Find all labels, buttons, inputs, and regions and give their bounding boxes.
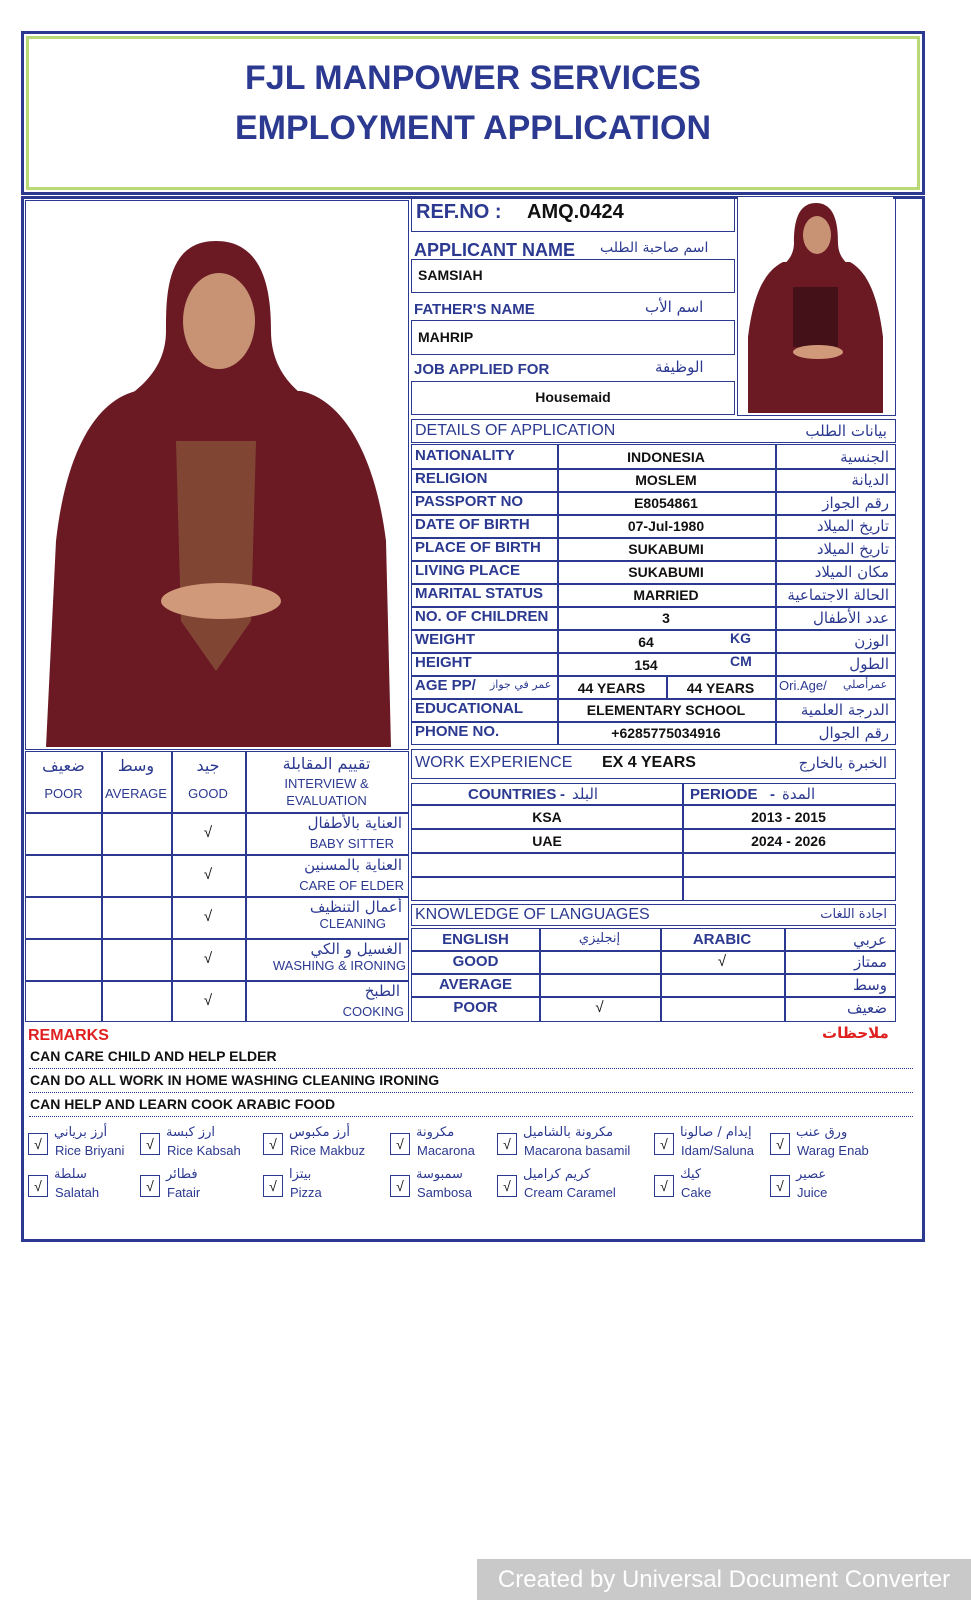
details-label-0: NATIONALITY [415,447,515,464]
food-checkbox[interactable]: √ [770,1133,790,1155]
food-label: Sambosa [417,1185,472,1200]
eval-cleaning: CLEANING [319,916,386,931]
food-checkbox[interactable]: √ [497,1175,517,1197]
job-applied-field [411,381,735,415]
header-box [26,36,920,190]
father-name-field [411,320,735,355]
food-label-ar: مكرونة بالشاميل [523,1125,614,1140]
eval-washing: WASHING & IRONING [272,958,406,973]
job-applied-label: JOB APPLIED FOR [414,361,550,378]
eval-average-ar: وسط [117,756,155,775]
country-row-2: UAE [532,833,562,849]
ref-no-box [411,196,735,232]
details-value-5: SUKABUMI [628,564,704,580]
applicant-name-label: APPLICANT NAME [414,240,575,260]
remark-divider-3 [29,1116,913,1117]
food-label: Macarona basamil [524,1143,631,1158]
food-label-ar: سلطة [54,1167,87,1182]
eval-title-line1: INTERVIEW & [284,776,369,791]
details-label-ar-6: الحالة الاجتماعية [787,586,889,604]
job-applied-label-ar: الوظيفة [655,358,704,376]
applicant-name-label-ar: اسم صاحبة الطلب [600,240,709,256]
food-label: Macarona [417,1143,475,1158]
food-label: Salatah [55,1185,100,1200]
age-original-value: 44 YEARS [686,680,755,696]
details-title: DETAILS OF APPLICATION [415,422,616,439]
eval-cleaning-mark: √ [203,908,213,925]
details-value-3: 07-Jul-1980 [627,518,705,534]
periode-header-ar: المدة [782,785,816,803]
details-value-education: ELEMENTARY SCHOOL [586,702,746,718]
details-label-height: HEIGHT [415,654,472,671]
details-label-ar-phone: رقم الجوال [818,724,889,742]
details-label-weight: WEIGHT [415,631,475,648]
food-checkbox[interactable]: √ [390,1133,410,1155]
lang-level-good-ar: ممتاز [853,953,887,971]
eval-good: GOOD [188,786,228,801]
details-title-bar [411,419,896,443]
remark-divider-2 [29,1092,913,1093]
eval-title-line2: EVALUATION [286,793,367,808]
period-row-1: 2013 - 2015 [751,809,826,825]
lang-poor-english-mark: √ [595,999,604,1016]
father-name-label-ar: اسم الأب [645,298,704,316]
food-checkbox[interactable]: √ [654,1133,674,1155]
remark-line-2: CAN DO ALL WORK IN HOME WASHING CLEANING IRONING [30,1072,440,1088]
details-label-ar-3: تاريخ الميلاد [816,517,889,535]
watermark: Created by Universal Document Converter [477,1559,971,1600]
ref-no-label: REF.NO : [416,201,502,223]
food-label-ar: ورق عنب [796,1125,848,1140]
details-label-2: PASSPORT NO [415,493,524,510]
eval-elder-ar: العناية بالمسنين [304,856,402,874]
lang-level-average: AVERAGE [438,976,513,993]
details-label-ar-7: عدد الأطفال [813,609,889,627]
details-value-phone: +6285775034916 [611,725,721,741]
food-checkbox[interactable]: √ [28,1175,48,1197]
father-name-value: MAHRIP [418,329,474,345]
food-checkbox[interactable]: √ [497,1133,517,1155]
details-grid [411,444,896,745]
details-label-phone: PHONE NO. [415,723,500,740]
lang-level-poor-ar: ضعيف [846,999,887,1017]
details-title-ar: بيانات الطلب [805,422,887,440]
remark-line-3: CAN HELP AND LEARN COOK ARABIC FOOD [30,1096,336,1112]
food-label-ar: أرز برياني [54,1125,108,1140]
lang-english-header: ENGLISH [442,931,509,948]
details-label-ar-5: مكان الميلاد [814,563,889,581]
work-experience-label-ar: الخبرة بالخارج [798,754,887,772]
details-unit-height: CM [730,653,752,669]
remarks-label-ar: ملاحظات [822,1024,889,1042]
food-checkbox[interactable]: √ [654,1175,674,1197]
food-checkbox[interactable]: √ [28,1133,48,1155]
lang-level-average-ar: وسط [852,976,887,994]
food-checkbox[interactable]: √ [770,1175,790,1197]
food-label: Fatair [167,1185,201,1200]
periode-header-sep: - [770,786,775,803]
countries-header-sep: - [560,786,565,803]
applicant-name-field [411,259,735,293]
food-label: Cake [681,1185,712,1200]
job-applied-value: Housemaid [535,389,611,405]
details-value-weight: 64 [638,634,654,650]
details-value-1: MOSLEM [635,472,697,488]
food-label: Rice Kabsah [167,1143,241,1158]
portrait-photo [737,196,896,416]
work-experience-value: EX 4 YEARS [602,754,696,771]
food-label-ar: كريم كراميل [523,1167,591,1182]
food-label-ar: سمبوسة [416,1167,463,1182]
lang-level-poor: POOR [453,999,498,1016]
details-label-ar-1: الديانة [851,471,889,489]
eval-good-ar: جيد [196,756,220,775]
details-label-5: LIVING PLACE [415,562,521,579]
details-label-3: DATE OF BIRTH [415,516,530,533]
lang-arabic-header-ar: عربي [853,931,887,949]
lang-arabic-header: ARABIC [692,931,752,948]
food-label: Pizza [290,1185,322,1200]
lang-level-good: GOOD [452,953,499,970]
eval-babysitter-mark: √ [203,824,213,841]
countries-header-ar: البلد [572,785,599,803]
full-body-photo-image [26,201,406,747]
country-row-1: KSA [532,809,562,825]
languages-title-bar [411,904,896,926]
details-unit-weight: KG [730,630,751,646]
ori-age-label-ar: عمرأصلي [843,678,888,691]
food-label: Rice Makbuz [290,1143,366,1158]
eval-poor: POOR [44,786,83,801]
father-name-label: FATHER'S NAME [414,301,535,318]
food-label-ar: ارز كبسة [166,1125,215,1140]
eval-babysitter-ar: العناية بالأطفال [307,814,402,832]
period-row-2: 2024 - 2026 [751,833,826,849]
eval-babysitter: BABY SITTER [309,836,394,851]
eval-elder-mark: √ [203,866,213,883]
food-label: Rice Briyani [55,1143,125,1158]
title-line-1: FJL MANPOWER SERVICES [245,59,701,97]
eval-washing-ar: الغسيل و الكي [310,940,402,958]
remarks-label: REMARKS [28,1027,109,1044]
details-value-7: 3 [662,610,670,626]
details-label-ar-0: الجنسية [840,448,889,466]
details-label-ar-weight: الوزن [854,632,889,650]
eval-washing-mark: √ [203,950,213,967]
eval-average: AVERAGE [105,786,167,801]
languages-title: KNOWLEDGE OF LANGUAGES [415,906,650,923]
countries-header: COUNTRIES [468,786,557,803]
details-label-education: EDUCATIONAL [415,700,524,717]
work-experience-label: WORK EXPERIENCE [415,754,573,771]
food-label-ar: كيك [680,1167,702,1182]
food-label: Warag Enab [797,1143,869,1158]
food-label: Juice [797,1185,828,1200]
remark-divider-1 [29,1068,913,1069]
age-pp-value: 44 YEARS [577,680,646,696]
food-checkbox[interactable]: √ [263,1133,283,1155]
food-label: Idam/Saluna [681,1143,754,1158]
title-line-2: EMPLOYMENT APPLICATION [235,109,711,147]
eval-title-ar: تقييم المقابلة [282,754,371,773]
food-checkbox[interactable]: √ [390,1175,410,1197]
food-label-ar: بيتزا [289,1167,312,1182]
remark-line-1: CAN CARE CHILD AND HELP ELDER [30,1048,277,1064]
food-checkbox[interactable]: √ [140,1133,160,1155]
details-value-2: E8054861 [634,495,698,511]
countries-table [411,783,896,901]
details-label-ar-height: الطول [849,655,889,673]
age-label: AGE PP/ [415,677,476,694]
eval-cooking: COOKING [342,1004,404,1019]
food-label-ar: إيدام / صالونا [680,1125,752,1140]
eval-cleaning-ar: أعمال التنظيف [309,898,402,916]
food-label-ar: أرز مكبوس [289,1125,350,1140]
eval-poor-ar: ضعيف [42,756,85,775]
applicant-name-value: SAMSIAH [418,267,483,283]
ref-no-value: AMQ.0424 [527,201,624,223]
details-label-ar-2: رقم الجواز [822,494,889,512]
food-label: Cream Caramel [524,1185,616,1200]
eval-cooking-mark: √ [203,992,213,1009]
details-label-ar-4: تاريخ الميلاد [816,540,889,558]
periode-header: PERIODE [690,786,758,803]
lang-good-arabic-mark: √ [717,953,727,970]
details-value-6: MARRIED [633,587,699,603]
age-label-ar: عمر في جواز [490,678,552,691]
full-body-photo [25,200,409,750]
food-label-ar: فطائر [166,1167,198,1182]
ori-age-label: Ori.Age/ [779,678,827,693]
evaluation-table [25,751,409,1022]
food-label-ar: مكرونة [416,1125,455,1140]
food-label-ar: عصير [796,1167,827,1182]
food-checkbox[interactable]: √ [140,1175,160,1197]
lang-english-header-ar: إنجليزي [578,931,621,946]
details-label-1: RELIGION [415,470,488,487]
details-value-4: SUKABUMI [628,541,704,557]
details-value-height: 154 [634,657,658,673]
languages-title-ar: اجادة اللغات [820,907,887,922]
details-label-7: NO. OF CHILDREN [415,608,549,625]
food-checkbox[interactable]: √ [263,1175,283,1197]
details-label-ar-education: الدرجة العلمية [800,701,889,719]
languages-table [411,928,896,1022]
details-label-6: MARITAL STATUS [415,585,544,602]
portrait-photo-image [738,197,893,413]
eval-elder: CARE OF ELDER [299,878,404,893]
details-label-4: PLACE OF BIRTH [415,539,541,556]
details-value-0: INDONESIA [627,449,705,465]
eval-cooking-ar: الطبخ [364,982,400,1000]
work-experience-bar [411,749,896,779]
